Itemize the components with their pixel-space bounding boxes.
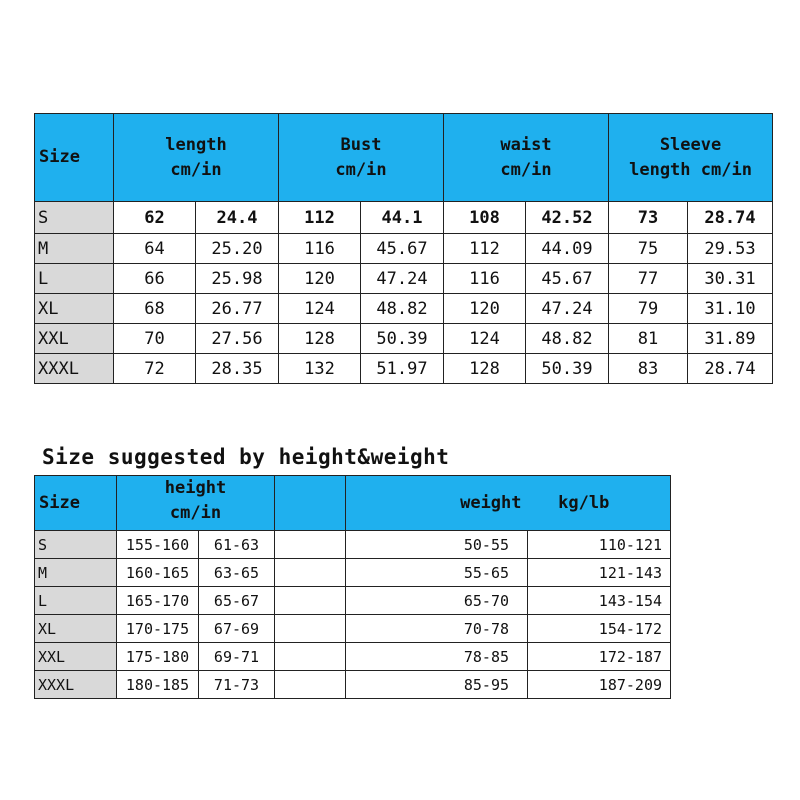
sleeve-cm-cell: 79 — [609, 294, 688, 324]
sleeve-in-cell: 29.53 — [688, 234, 773, 264]
table-row — [35, 234, 773, 264]
bust-in-cell: 51.97 — [361, 354, 444, 384]
length-header-unit: cm/in — [170, 159, 222, 180]
bust-header — [279, 114, 444, 202]
bust-in-cell: 48.82 — [361, 294, 444, 324]
bust-cm-cell: 112 — [279, 202, 361, 234]
size-cell: M — [35, 559, 117, 587]
sleeve-cm-cell: 75 — [609, 234, 688, 264]
size-cell: XXL — [35, 643, 117, 671]
blank-cell — [275, 671, 346, 699]
table-row — [35, 559, 671, 587]
bust-header-label: Bust — [340, 134, 382, 155]
size-cell: XL — [35, 615, 117, 643]
blank-cell — [275, 587, 346, 615]
bust-in-cell: 50.39 — [361, 324, 444, 354]
length-header — [114, 114, 279, 202]
bust-cm-cell: 128 — [279, 324, 361, 354]
size-cell: XXL — [35, 324, 114, 354]
table-row — [35, 531, 671, 559]
length-cm-cell: 66 — [114, 264, 196, 294]
height-cm-cell: 155-160 — [117, 531, 199, 559]
weight-kg-cell: 55-65 — [346, 559, 528, 587]
length-cm-cell: 68 — [114, 294, 196, 324]
height-cm-cell: 180-185 — [117, 671, 199, 699]
length-cm-cell: 70 — [114, 324, 196, 354]
weight-lb-cell: 110-121 — [528, 531, 671, 559]
length-in-cell: 25.98 — [196, 264, 279, 294]
height-cm-cell: 165-170 — [117, 587, 199, 615]
sleeve-in-cell: 28.74 — [688, 354, 773, 384]
size-cell: L — [35, 264, 114, 294]
height-in-cell: 61-63 — [199, 531, 275, 559]
blank-cell — [275, 531, 346, 559]
waist-in-cell: 44.09 — [526, 234, 609, 264]
size-suggestion-title: Size suggested by height&weight — [42, 445, 450, 469]
blank-header — [275, 476, 346, 531]
measurement-header-row — [35, 114, 773, 202]
bust-in-cell: 45.67 — [361, 234, 444, 264]
sleeve-cm-cell: 73 — [609, 202, 688, 234]
sleeve-header-label: Sleeve — [659, 134, 722, 155]
weight-kg-cell: 85-95 — [346, 671, 528, 699]
length-cm-cell: 62 — [114, 202, 196, 234]
waist-cm-cell: 108 — [444, 202, 526, 234]
table-row — [35, 202, 773, 234]
height-in-cell: 63-65 — [199, 559, 275, 587]
blank-cell — [275, 559, 346, 587]
size-cell: S — [35, 202, 114, 234]
height-in-cell: 71-73 — [199, 671, 275, 699]
waist-cm-cell: 112 — [444, 234, 526, 264]
weight-lb-cell: 187-209 — [528, 671, 671, 699]
table-row — [35, 324, 773, 354]
height-header-label: height — [164, 478, 227, 498]
length-header-label: length — [165, 134, 227, 155]
length-cm-cell: 72 — [114, 354, 196, 384]
length-in-cell: 24.4 — [196, 202, 279, 234]
size-cell: XXXL — [35, 671, 117, 699]
height-cm-cell: 175-180 — [117, 643, 199, 671]
sleeve-cm-cell: 83 — [609, 354, 688, 384]
sleeve-in-cell: 31.10 — [688, 294, 773, 324]
waist-in-cell: 50.39 — [526, 354, 609, 384]
sleeve-header — [609, 114, 773, 202]
size-header: Size — [35, 114, 114, 202]
measurement-table — [34, 113, 773, 384]
waist-cm-cell: 116 — [444, 264, 526, 294]
waist-cm-cell: 124 — [444, 324, 526, 354]
weight-kg-cell: 70-78 — [346, 615, 528, 643]
table-row — [35, 615, 671, 643]
sleeve-in-cell: 28.74 — [688, 202, 773, 234]
weight-kg-cell: 65-70 — [346, 587, 528, 615]
waist-cm-cell: 128 — [444, 354, 526, 384]
waist-header — [444, 114, 609, 202]
bust-cm-cell: 132 — [279, 354, 361, 384]
weight-header: weight — [346, 476, 528, 531]
blank-cell — [275, 643, 346, 671]
suggestion-header-row — [35, 476, 671, 531]
bust-in-cell: 47.24 — [361, 264, 444, 294]
waist-in-cell: 45.67 — [526, 264, 609, 294]
height-in-cell: 67-69 — [199, 615, 275, 643]
waist-header-unit: cm/in — [500, 159, 552, 180]
table-row — [35, 294, 773, 324]
sleeve-in-cell: 30.31 — [688, 264, 773, 294]
sleeve-in-cell: 31.89 — [688, 324, 773, 354]
sleeve-cm-cell: 81 — [609, 324, 688, 354]
bust-cm-cell: 124 — [279, 294, 361, 324]
table-row — [35, 587, 671, 615]
height-header-unit: cm/in — [169, 503, 222, 523]
height-cm-cell: 160-165 — [117, 559, 199, 587]
weight-kg-cell: 50-55 — [346, 531, 528, 559]
height-cm-cell: 170-175 — [117, 615, 199, 643]
sleeve-cm-cell: 77 — [609, 264, 688, 294]
table-row — [35, 643, 671, 671]
size-cell: M — [35, 234, 114, 264]
waist-cm-cell: 120 — [444, 294, 526, 324]
bust-cm-cell: 120 — [279, 264, 361, 294]
waist-header-label: waist — [500, 134, 552, 155]
weight-lb-cell: 143-154 — [528, 587, 671, 615]
waist-in-cell: 47.24 — [526, 294, 609, 324]
length-in-cell: 25.20 — [196, 234, 279, 264]
height-header — [117, 476, 275, 531]
weight-lb-cell: 154-172 — [528, 615, 671, 643]
size-cell: XL — [35, 294, 114, 324]
weight-lb-cell: 172-187 — [528, 643, 671, 671]
length-in-cell: 26.77 — [196, 294, 279, 324]
table-row — [35, 264, 773, 294]
table-row — [35, 671, 671, 699]
length-in-cell: 28.35 — [196, 354, 279, 384]
waist-in-cell: 42.52 — [526, 202, 609, 234]
size-cell: XXXL — [35, 354, 114, 384]
waist-in-cell: 48.82 — [526, 324, 609, 354]
size-cell: L — [35, 587, 117, 615]
table-row — [35, 354, 773, 384]
length-in-cell: 27.56 — [196, 324, 279, 354]
blank-cell — [275, 615, 346, 643]
weight-lb-cell: 121-143 — [528, 559, 671, 587]
height-in-cell: 69-71 — [199, 643, 275, 671]
sleeve-header-unit: length cm/in — [629, 159, 752, 180]
bust-cm-cell: 116 — [279, 234, 361, 264]
weight-kg-cell: 78-85 — [346, 643, 528, 671]
weight-unit-header: kg/lb — [528, 476, 671, 531]
length-cm-cell: 64 — [114, 234, 196, 264]
size-suggestion-table — [34, 475, 671, 699]
size-cell: S — [35, 531, 117, 559]
size-header: Size — [35, 476, 117, 531]
height-in-cell: 65-67 — [199, 587, 275, 615]
bust-in-cell: 44.1 — [361, 202, 444, 234]
bust-header-unit: cm/in — [335, 159, 387, 180]
